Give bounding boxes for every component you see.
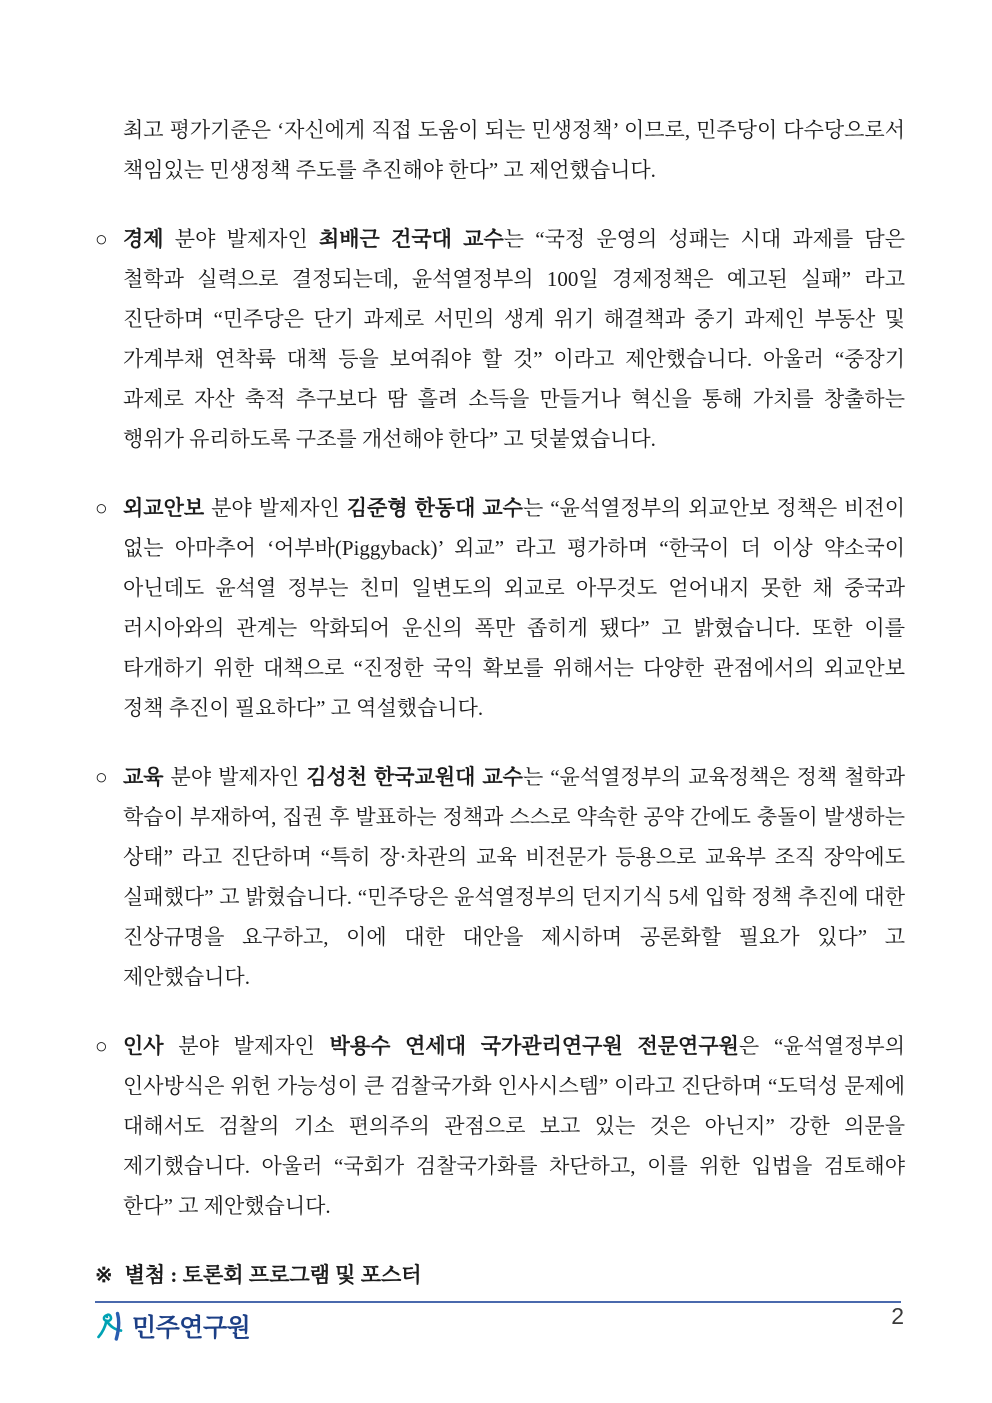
attachment-note — [95, 1255, 905, 1295]
page-number: 2 — [891, 1303, 904, 1329]
reference-mark-icon: ※ — [95, 1263, 113, 1287]
bullet-paragraph-foreign-affairs — [95, 488, 905, 728]
footer-divider — [95, 1301, 901, 1303]
bullet-circle-icon: ○ — [95, 1034, 108, 1058]
paragraph-text: 외교안보 분야 발제자인 김준형 한동대 교수는 “윤석열정부의 외교안보 정책은 비전이 없는 아마추어 ‘어부바(Piggyback)’ 외교” 라고 평가하며 “한국이 더 이상 약소국이 아닌데도 윤석열 정부는 친미 일변도의 외교로 아무것도 얻어내지 못한 채 중국과 러시아와의 관계는 악화되어 운신의 폭만 좁히게 됐다” 고 밝혔습니다. 또한 이를 타개하기 위한 대책으로 “진정한 국익 확보를 위해서는 다양한 관점에서의 외교안보 정책 추진이 필요하다” 고 역설했습니다. — [123, 496, 906, 720]
paragraph-text: 교육 분야 발제자인 김성천 한국교원대 교수는 “윤석열정부의 교육정책은 정책 철학과 학습이 부재하여, 집권 후 발표하는 정책과 스스로 약속한 공약 간에도 충돌이 발생하는 상태” 라고 진단하며 “특히 장·차관의 교육 비전문가 등용으로 교육부 조직 장악에도 실패했다” 고 밝혔습니다. “민주당은 윤석열정부의 던지기식 5세 입학 정책 추진에 대한 진상규명을 요구하고, 이에 대한 대안을 제시하며 공론화할 필요가 있다” 고 제안했습니다. — [123, 765, 906, 989]
bullet-circle-icon: ○ — [95, 227, 108, 251]
intro-paragraph — [95, 110, 905, 190]
paragraph-text: 최고 평가기준은 ‘자신에게 직접 도움이 되는 민생정책’ 이므로, 민주당이 다수당으로서 책임있는 민생정책 주도를 추진해야 한다” 고 제언했습니다. — [123, 118, 905, 182]
bullet-circle-icon: ○ — [95, 496, 108, 520]
paragraph-text: 인사 분야 발제자인 박용수 연세대 국가관리연구원 전문연구원은 “윤석열정부의 인사방식은 위헌 가능성이 큰 검찰국가화 인사시스템” 이라고 진단하며 “도덕성 문제에 대해서도 검찰의 기소 편의주의 관점으로 보고 있는 것은 아닌지” 강한 의문을 제기했습니다. 아울러 “국회가 검찰국가화를 차단하고, 이를 위한 입법을 검토해야 한다” 고 제안했습니다. — [123, 1034, 905, 1218]
attachment-note-text: 별첨 : 토론회 프로그램 및 포스터 — [124, 1263, 422, 1287]
document-body — [95, 110, 905, 1295]
bullet-paragraph-education — [95, 757, 905, 997]
paragraph-text: 경제 분야 발제자인 최배근 건국대 교수는 “국정 운영의 성패는 시대 과제를 담은 철학과 실력으로 결정되는데, 윤석열정부의 100일 경제정책은 예고된 실패” 라고 진단하며 “민주당은 단기 과제로 서민의 생계 위기 해결책과 중기 과제인 부동산 및 가계부채 연착륙 대책 등을 보여줘야 할 것” 이라고 제안했습니다. 아울러 “중장기 과제로 자산 축적 추구보다 땀 흘려 소득을 만들거나 혁신을 통해 가치를 창출하는 행위가 유리하도록 구조를 개선해야 한다” 고 덧붙였습니다. — [123, 227, 905, 451]
org-logo-text: 민주연구원 — [132, 1314, 251, 1342]
minju-institute-mark-icon — [97, 1311, 125, 1341]
bullet-circle-icon: ○ — [95, 765, 108, 789]
org-logo — [97, 1308, 250, 1344]
bullet-paragraph-economy — [95, 219, 905, 459]
bullet-paragraph-personnel — [95, 1026, 905, 1226]
